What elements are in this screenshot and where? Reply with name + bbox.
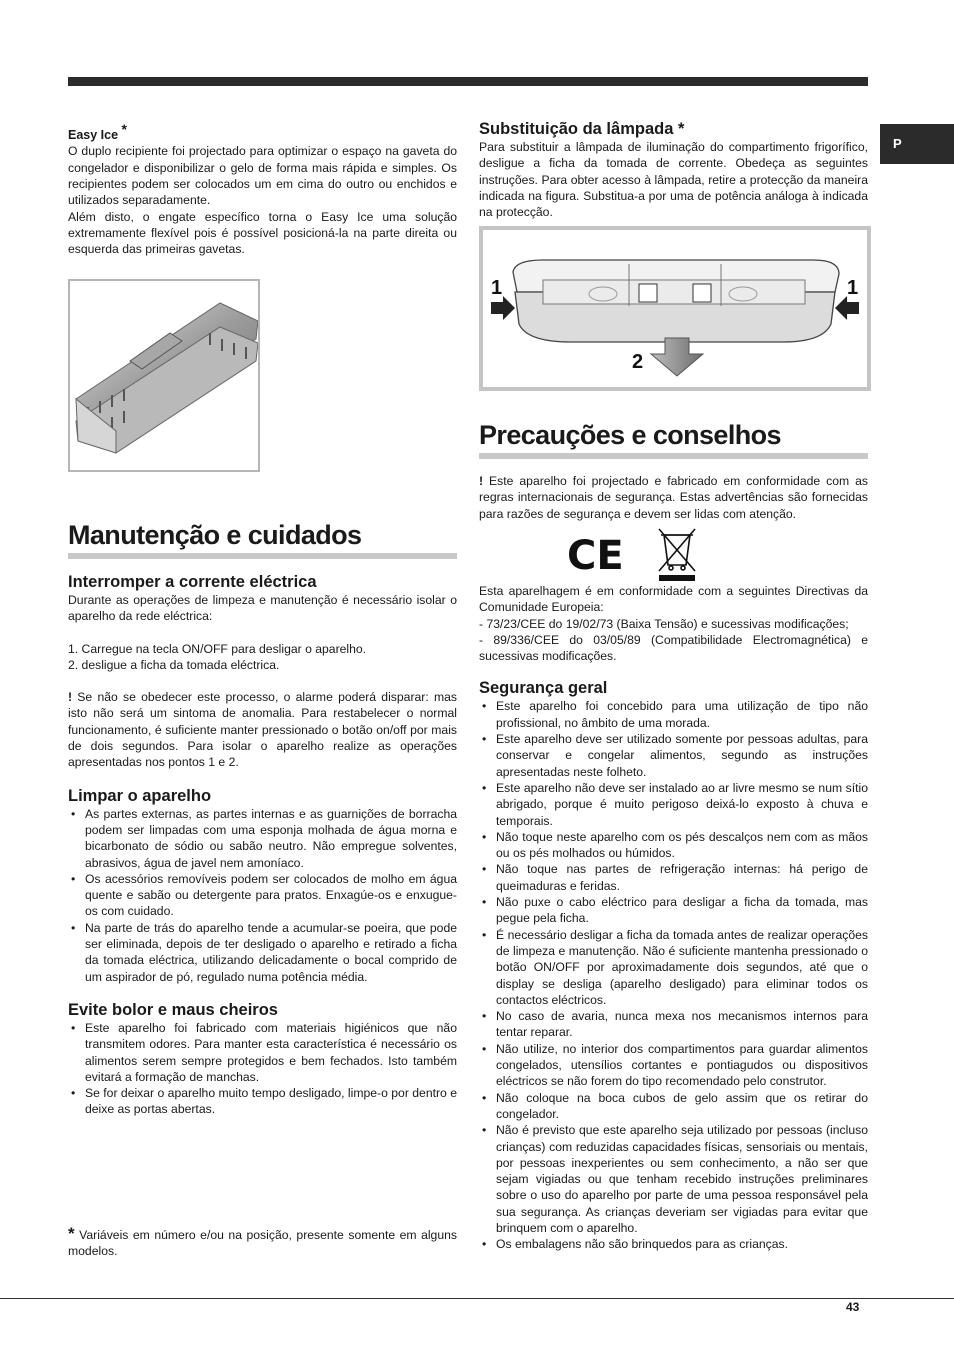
maintenance-section [68, 519, 457, 1118]
interrupt-step-2: 2. desligue a ficha da tomada eléctrica. [68, 657, 280, 672]
directives-section [479, 583, 868, 1253]
language-tab [880, 124, 954, 164]
easy-ice-title: Easy Ice * [68, 121, 127, 143]
compliance-symbols [565, 525, 705, 585]
lamp-section [479, 119, 868, 220]
top-rule [68, 77, 868, 86]
precautions-intro: ! Este aparelho foi projectado e fabricado em conformidade com as regras internacionais de segurança. Estas advertências são fornecidas para razões de segurança e devem ser lidas com atenção. [479, 474, 868, 521]
directive-1: - 73/23/CEE do 19/02/73 (Baixa Tensão) e sucessivas modificações; [479, 616, 849, 631]
list-item: • É necessário desligar a ficha da tomada antes de realizar operações de limpeza e manutenção. Não é suficiente mantenha pressionado o botão ON/OFF por aproximadamente dois segundos, até que o display se desliga (aparelho desligado) para eliminar todos os contactos eléctricos. [479, 927, 868, 1008]
figure-label-1-right: 1 [847, 277, 859, 299]
lamp-heading: Substituição da lâmpada * [479, 120, 685, 138]
list-item: • Se for deixar o aparelho muito tempo desligado, limpe-o por dentro e deixe as portas abertas. [68, 1085, 457, 1118]
list-item: • No caso de avaria, nunca mexa nos mecanismos internos para tentar reparar. [479, 1008, 868, 1041]
weee-bar [659, 575, 695, 581]
list-item: • Os embalagens não são brinquedos para as crianças. [479, 1236, 868, 1252]
list-item: • As partes externas, as partes internas e as guarnições de borracha podem ser limpadas com uma esponja molhada de água morna e bicarbonato de sódio ou sabão neutro. Não empregue solventes, abrasivos, água de javel nem amoníaco. [68, 806, 457, 871]
easy-ice-figure [68, 279, 260, 472]
list-item: • Não coloque na boca cubos de gelo assim que os retirar do congelador. [479, 1090, 868, 1123]
precautions-section [479, 419, 868, 522]
clean-heading: Limpar o aparelho [68, 786, 212, 805]
easy-ice-section [68, 121, 457, 258]
lamp-text: Para substituir a lâmpada de iluminação do compartimento frigorífico, desligue a ficha da tomada de corrente. Obedeça as seguintes instruções. Para obter acesso à lâmpada, retire a protecção da maneira indicada na figura. Substitua-a por uma de potência análoga à indicada na protecção. [479, 140, 868, 220]
list-item: • Este aparelho deve ser utilizado somente por pessoas adultas, para conservar e congelar alimentos, segundo as instruções apresentadas neste folheto. [479, 731, 868, 780]
list-item: • Não é previsto que este aparelho seja utilizado por pessoas (incluso crianças) com reduzidas capacidades físicas, sensoriais ou mentais, por pessoas inexperientes ou sem conhecimento, a não ser que sejam vigiadas ou que tenham recebido instruções preliminares sobre o uso do aparelho por parte de uma pessoa responsável pela sua segurança. As crianças deveriam ser vigiadas para evitar que brinquem com o aparelho. [479, 1122, 868, 1236]
title-underline [68, 553, 457, 559]
ce-mark-icon [565, 525, 705, 585]
ice-tray-illustration [70, 281, 258, 470]
language-tab-label: P [893, 136, 902, 151]
maintenance-title: Manutenção e cuidados [68, 520, 362, 550]
svg-text:CE: CE [567, 533, 624, 579]
interrupt-heading: Interromper a corrente eléctrica [68, 573, 317, 591]
directives-intro: Esta aparelhagem é em conformidade com a seguintes Directivas da Comunidade Europeia: [479, 584, 868, 615]
list-item: • Não puxe o cabo eléctrico para desligar a ficha da tomada, mas pegue pela ficha. [479, 894, 868, 927]
list-item: • Na parte de trás do aparelho tende a acumular-se poeira, que pode ser eliminada, depois de ter desligado o aparelho e retirado a ficha da tomada eléctrica, utilizando delicadamente o bocal comprido de um aspirador de pó, regulado numa potência média. [68, 920, 457, 985]
title-underline [479, 453, 868, 459]
lamp-cover-illustration [483, 230, 867, 387]
list-item: • Não toque neste aparelho com os pés descalços nem com as mãos ou os pés molhados ou húmidos. [479, 829, 868, 862]
list-item: • Este aparelho não deve ser instalado ao ar livre mesmo se num sítio abrigado, porque é muito perigoso deixá-lo exposto à chuva e temporais. [479, 780, 868, 829]
easy-ice-paragraph-2: Além disto, o engate específico torna o Easy Ice uma solução extremamente flexível pois é possível posicioná-la na parte direita ou esquerda das primeiras gavetas. [68, 209, 457, 257]
list-item: • Este aparelho foi concebido para uma utilização de tipo não profissional, no âmbito de uma morada. [479, 698, 868, 731]
clean-list [68, 806, 457, 985]
list-item: • Não utilize, no interior dos compartimentos para guardar alimentos congelados, utensílios cortantes e pontiagudos ou dispositivos eléctricos se não forem do tipo recomendado pelo construtor. [479, 1041, 868, 1090]
arrow-right-icon [835, 296, 859, 320]
figure-label-2: 2 [632, 351, 644, 373]
list-item: • Não toque nas partes de refrigeração internas: há perigo de queimaduras e feridas. [479, 861, 868, 894]
arrow-left-icon [491, 296, 515, 320]
directive-2: - 89/336/CEE do 03/05/89 (Compatibilidade Electromagnética) e sucessivas modificações. [479, 632, 868, 664]
list-item: • Os acessórios removíveis podem ser colocados de molho em água quente e sabão ou detergente para pratos. Enxagúe-os e enxugue-os com cuidado. [68, 871, 457, 920]
precautions-title: Precauções e conselhos [479, 420, 781, 450]
footnote: * Variáveis em número e/ou na posição, presente somente em alguns modelos. [68, 1224, 457, 1259]
interrupt-step-1: 1. Carregue na tecla ON/OFF para desligar o aparelho. [68, 641, 367, 656]
interrupt-intro: Durante as operações de limpeza e manutenção é necessário isolar o aparelho da rede eléctrica: [68, 593, 457, 624]
arrow-down-icon [651, 338, 703, 376]
weee-bin-icon [659, 529, 695, 571]
bottom-rule [0, 1298, 954, 1299]
easy-ice-paragraph-1: O duplo recipiente foi projectado para optimizar o espaço na gaveta do congelador e disponibilizar o gelo de forma mais rápida e simples. Os recipientes podem ser colocados um em cima do outro ou enchidos e utilizados separadamente. [68, 144, 457, 208]
safety-list [479, 698, 868, 1252]
mold-list [68, 1020, 457, 1118]
interrupt-warning: ! Se não se obedecer este processo, o alarme poderá disparar: mas isto não será um sintoma de anomalia. Para restabelecer o normal funcionamento, é suficiente manter pressionado o botão on/off por mais de dois segundos. Para isolar o aparelho realize as operações apresentadas nos pontos 1 e 2. [68, 690, 457, 770]
list-item: • Este aparelho foi fabricado com materiais higiénicos que não transmitem odores. Para manter esta característica é necessário os alimentos serem sempre protegidos e bem fechados. Isto também evitará a formação de manchas. [68, 1020, 457, 1085]
page-number: 43 [846, 1300, 860, 1314]
mold-heading: Evite bolor e maus cheiros [68, 1000, 278, 1019]
lamp-figure [479, 226, 871, 391]
figure-label-1-left: 1 [491, 277, 503, 299]
safety-heading: Segurança geral [479, 679, 608, 698]
